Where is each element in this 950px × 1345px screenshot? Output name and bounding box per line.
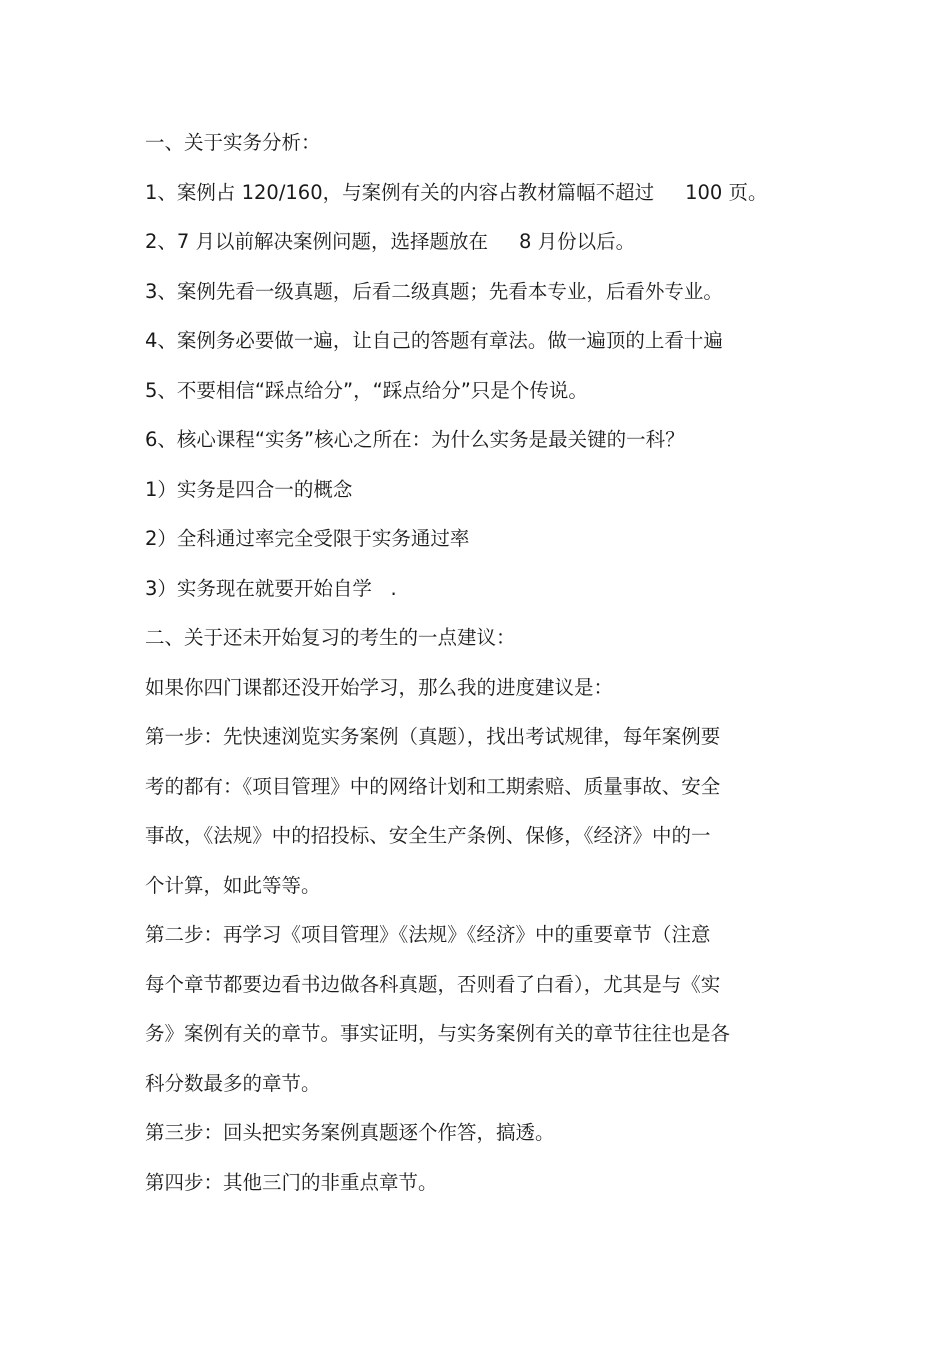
section-heading-advice: 二、关于还未开始复习的考生的一点建议：: [145, 626, 516, 649]
list-item-2: 2、7 月以前解决案例问题，选择题放在 8 月份以后。: [145, 230, 636, 253]
list-item-1: 1、案例占 120/160，与案例有关的内容占教材篇幅不超过 100 页。: [145, 180, 768, 204]
step-two-line-3: 务》案例有关的章节。事实证明，与实务案例有关的章节往往也是各: [145, 1022, 731, 1045]
section-heading-practice-analysis: 一、关于实务分析：: [145, 131, 321, 154]
step-one-line-1: 第一步：先快速浏览实务案例（真题），找出考试规律，每年案例要: [145, 725, 721, 748]
sub-item-1: 1）实务是四合一的概念: [145, 477, 353, 501]
step-two-line-4: 科分数最多的章节。: [145, 1071, 321, 1095]
step-one-line-2: 考的都有：《项目管理》中的网络计划和工期索赔、质量事故、安全: [145, 774, 721, 798]
step-one-line-4: 个计算，如此等等。: [145, 873, 321, 897]
step-two-line-1: 第二步：再学习《项目管理》《法规》《经济》中的重要章节（注意: [145, 923, 711, 946]
paragraph-intro: 如果你四门课都还没开始学习，那么我的进度建议是：: [145, 675, 614, 699]
list-item-4: 4、案例务必要做一遍，让自己的答题有章法。做一遍顶的上看十遍: [145, 329, 723, 352]
step-four: 第四步：其他三门的非重点章节。: [145, 1170, 438, 1194]
step-three: 第三步：回头把实务案例真题逐个作答，搞透。: [145, 1121, 555, 1144]
step-one-line-3: 事故，《法规》中的招投标、安全生产条例、保修，《经济》中的一: [145, 824, 711, 847]
document-body: [145, 124, 935, 1213]
step-two-line-2: 每个章节都要边看书边做各科真题，否则看了白看），尤其是与《实: [145, 972, 721, 996]
list-item-6: 6、核心课程“实务”核心之所在：为什么实务是最关键的一科？: [145, 428, 685, 451]
sub-item-2: 2）全科通过率完全受限于实务通过率: [145, 527, 470, 550]
list-item-3: 3、案例先看一级真题，后看二级真题；先看本专业，后看外专业。: [145, 279, 723, 303]
sub-item-3: 3）实务现在就要开始自学 .: [145, 576, 397, 600]
list-item-5: 5、不要相信“踩点给分”，“踩点给分”只是个传说。: [145, 378, 588, 402]
